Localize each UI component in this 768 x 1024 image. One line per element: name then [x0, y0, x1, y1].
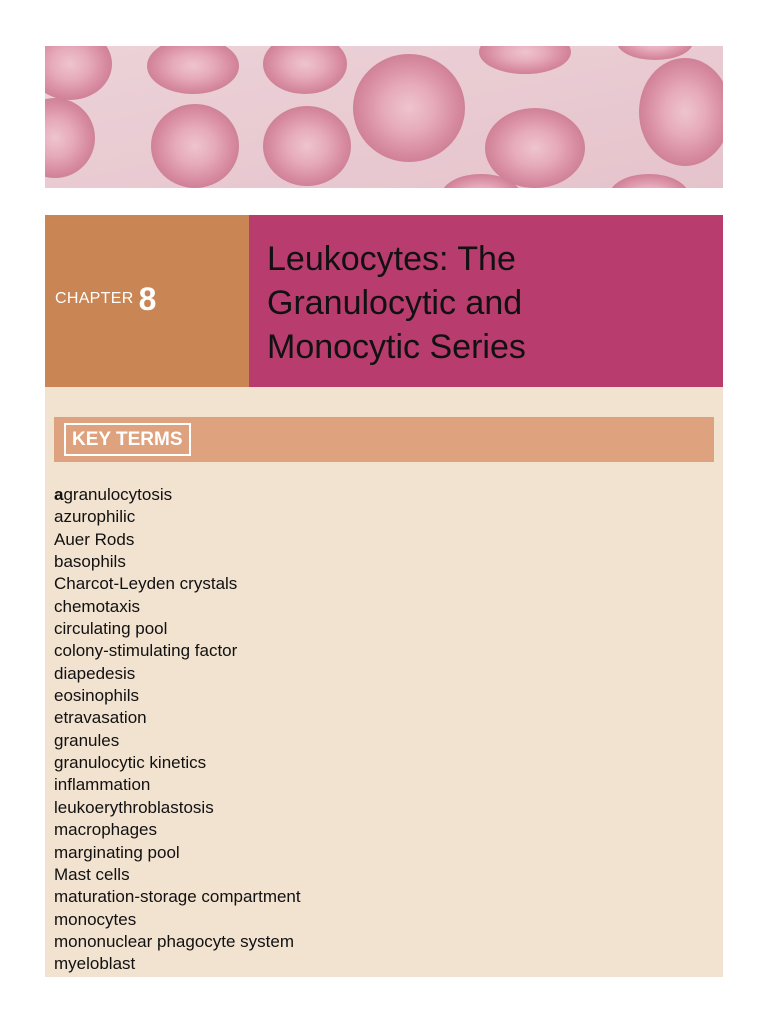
chapter-title-line: Monocytic Series: [267, 328, 526, 366]
key-term-item: maturation-storage compartment: [54, 887, 301, 907]
key-term-item: chemotaxis: [54, 596, 140, 616]
key-term-item: myeloblast: [54, 954, 136, 974]
key-term-item: etravasation: [54, 708, 147, 728]
chapter-number-box: [45, 215, 249, 387]
key-term-item: colony-stimulating factor: [54, 641, 238, 661]
key-terms-bar: [54, 417, 714, 462]
chapter-number: 8: [138, 280, 157, 317]
key-term-item: marginating pool: [54, 842, 180, 862]
key-term-item: Mast cells: [54, 864, 130, 884]
chapter-header: [45, 215, 723, 387]
key-term-rest: granulocytosis: [63, 485, 173, 504]
red-blood-cells-illustration: [45, 46, 723, 188]
key-terms-heading: KEY TERMS: [64, 423, 191, 456]
key-term-item: mononuclear phagocyte system: [54, 931, 295, 951]
key-term-item: inflammation: [54, 775, 151, 795]
key-term-item: macrophages: [54, 820, 158, 840]
chapter-title-line: Leukocytes: The: [267, 240, 516, 278]
key-term-item: diapedesis: [54, 663, 136, 683]
key-term-item: Auer Rods: [54, 529, 135, 549]
chapter-title: [267, 237, 723, 369]
red-blood-cells-image: [45, 46, 723, 188]
key-term-item: azurophilic: [54, 507, 136, 527]
chapter-title-box: [249, 215, 723, 387]
key-term-item: monocytes: [54, 909, 137, 929]
key-term-item: circulating pool: [54, 619, 168, 639]
key-term-item: granules: [54, 730, 120, 750]
chapter-label: CHAPTER: [55, 290, 134, 307]
key-term-item: Charcot-Leyden crystals: [54, 574, 238, 594]
key-terms-list: [54, 484, 301, 976]
key-terms-section: [45, 387, 723, 977]
key-term-item: granulocytic kinetics: [54, 753, 207, 773]
key-term-item: leukoerythroblastosis: [54, 797, 214, 817]
key-term-item: [54, 484, 301, 506]
key-term-item: eosinophils: [54, 686, 140, 706]
key-term-item: basophils: [54, 552, 126, 572]
chapter-title-line: Granulocytic and: [267, 284, 523, 322]
key-term-initial: a: [54, 485, 64, 504]
